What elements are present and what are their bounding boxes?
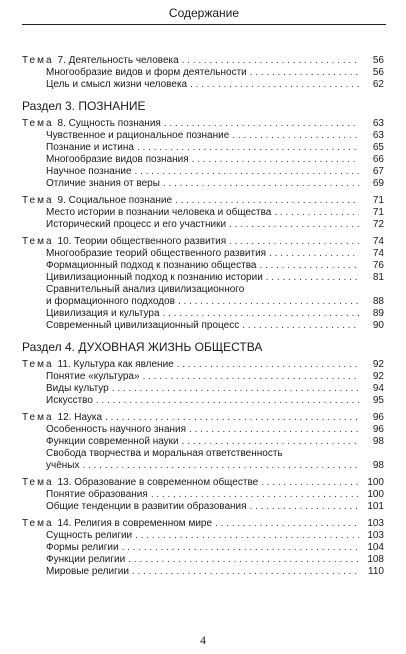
topic-number: 13. bbox=[57, 477, 72, 488]
entry-text: Многообразие видов и форм деятельности bbox=[46, 67, 247, 78]
entry-text bbox=[22, 55, 179, 67]
topic-title: Образование в современном обществе bbox=[74, 477, 259, 488]
page-ref: 56 bbox=[372, 55, 384, 66]
toc-topic-entry[interactable] bbox=[22, 412, 384, 424]
toc-subentry[interactable] bbox=[22, 142, 384, 154]
entry-text: Многообразие видов познания bbox=[46, 154, 189, 165]
entry-text bbox=[22, 477, 258, 489]
dot-leader bbox=[178, 296, 359, 308]
toc-subentry[interactable] bbox=[22, 260, 384, 272]
dot-leader bbox=[82, 460, 359, 472]
page-ref: 66 bbox=[372, 154, 384, 165]
page-ref: 96 bbox=[372, 412, 384, 423]
page-ref: 100 bbox=[367, 489, 384, 500]
entry-text: Понятие «культура» bbox=[46, 371, 140, 382]
topic-word: Тема bbox=[22, 359, 54, 370]
page-ref: 56 bbox=[372, 67, 384, 78]
entry-text: Цель и смысл жизни человека bbox=[46, 79, 188, 90]
entry-text: Свобода творчества и моральная ответственность bbox=[46, 448, 283, 459]
toc-subentry[interactable] bbox=[22, 248, 384, 260]
toc-subentry[interactable] bbox=[22, 166, 384, 178]
toc-subentry[interactable] bbox=[22, 320, 384, 332]
dot-leader bbox=[105, 412, 359, 424]
topic-number: 8. bbox=[57, 118, 66, 129]
entry-text: Мировые религии bbox=[46, 566, 129, 577]
dot-leader bbox=[122, 542, 359, 554]
entry-text: Чувственное и рациональное познание bbox=[46, 130, 230, 141]
toc-subentry[interactable] bbox=[22, 460, 384, 472]
topic-word: Тема bbox=[22, 412, 54, 423]
page-ref: 90 bbox=[372, 320, 384, 331]
entry-text: Научное познание bbox=[46, 166, 132, 177]
dot-leader bbox=[229, 219, 359, 231]
page-ref: 98 bbox=[372, 436, 384, 447]
dot-leader bbox=[132, 566, 359, 578]
page-ref: 76 bbox=[372, 260, 384, 271]
toc-subentry[interactable] bbox=[22, 219, 384, 231]
entry-text bbox=[22, 412, 102, 424]
toc-subentry[interactable] bbox=[22, 154, 384, 166]
dot-leader bbox=[192, 154, 359, 166]
dot-leader bbox=[112, 383, 359, 395]
entry-text: Сущность религии bbox=[46, 530, 133, 541]
topic-word: Тема bbox=[22, 518, 54, 529]
table-of-contents bbox=[22, 55, 384, 578]
toc-subentry[interactable] bbox=[22, 424, 384, 436]
toc-subentry[interactable] bbox=[22, 530, 384, 542]
page-ref: 67 bbox=[372, 166, 384, 177]
toc-subentry[interactable] bbox=[22, 395, 384, 407]
toc-topic-entry[interactable] bbox=[22, 55, 384, 67]
page-ref: 65 bbox=[372, 142, 384, 153]
topic-title: Сущность познания bbox=[68, 118, 161, 129]
dot-leader bbox=[242, 320, 359, 332]
toc-subentry[interactable] bbox=[22, 448, 384, 460]
toc-topic-entry[interactable] bbox=[22, 518, 384, 530]
page-ref: 88 bbox=[372, 296, 384, 307]
page-ref: 63 bbox=[372, 130, 384, 141]
page-ref: 110 bbox=[368, 566, 384, 577]
dot-leader bbox=[269, 248, 359, 260]
entry-text: Отличие знания от веры bbox=[46, 178, 160, 189]
dot-leader bbox=[143, 371, 359, 383]
page-number: 4 bbox=[200, 633, 206, 647]
toc-subentry[interactable] bbox=[22, 554, 384, 566]
dot-leader bbox=[177, 359, 359, 371]
toc-subentry[interactable] bbox=[22, 489, 384, 501]
topic-title: Культура как явление bbox=[73, 359, 174, 370]
page-ref: 96 bbox=[372, 424, 384, 435]
dot-leader bbox=[182, 436, 359, 448]
entry-text bbox=[22, 236, 226, 248]
entry-text: Понятие образования bbox=[46, 489, 148, 500]
dot-leader bbox=[215, 518, 359, 530]
page-ref: 89 bbox=[372, 308, 384, 319]
toc-topic-entry[interactable] bbox=[22, 118, 384, 130]
dot-leader bbox=[189, 424, 359, 436]
page-ref: 69 bbox=[372, 178, 384, 189]
page-ref: 72 bbox=[372, 219, 384, 230]
dot-leader bbox=[250, 501, 359, 513]
topic-word: Тема bbox=[22, 55, 54, 66]
toc-subentry[interactable] bbox=[22, 178, 384, 190]
dot-leader bbox=[96, 395, 359, 407]
toc-subentry[interactable] bbox=[22, 272, 384, 284]
entry-text: Формы религии bbox=[46, 542, 119, 553]
topic-word: Тема bbox=[22, 236, 54, 247]
dot-leader bbox=[261, 477, 359, 489]
entry-text: Сравнительный анализ цивилизационного bbox=[46, 284, 245, 295]
toc-subentry[interactable] bbox=[22, 383, 384, 395]
dot-leader bbox=[151, 489, 359, 501]
topic-title: Теории общественного развития bbox=[74, 236, 227, 247]
dot-leader bbox=[229, 236, 359, 248]
section-heading: Раздел 4. ДУХОВНАЯ ЖИЗНЬ ОБЩЕСТВА bbox=[22, 340, 263, 354]
dot-leader bbox=[266, 272, 359, 284]
entry-text: Общие тенденции в развитии образования bbox=[46, 501, 247, 512]
topic-number: 7. bbox=[57, 55, 66, 66]
page-ref: 92 bbox=[372, 359, 384, 370]
page-ref: 104 bbox=[367, 542, 384, 553]
entry-text bbox=[22, 118, 161, 130]
topic-word: Тема bbox=[22, 195, 54, 206]
entry-text: Познание и истина bbox=[46, 142, 134, 153]
topic-title: Наука bbox=[74, 412, 103, 423]
toc-topic-entry[interactable] bbox=[22, 195, 384, 207]
topic-number: 12. bbox=[57, 412, 72, 423]
entry-text: Современный цивилизационный процесс bbox=[46, 320, 240, 331]
toc-topic-entry[interactable] bbox=[22, 359, 384, 371]
dot-leader bbox=[137, 142, 359, 154]
page-ref: 71 bbox=[372, 207, 384, 218]
dot-leader bbox=[259, 260, 359, 272]
entry-text: Функции современной науки bbox=[46, 436, 179, 447]
topic-title: Деятельность человека bbox=[68, 55, 179, 66]
toc-subentry[interactable] bbox=[22, 79, 384, 91]
topic-word: Тема bbox=[22, 477, 54, 488]
page-ref: 108 bbox=[367, 554, 384, 565]
page-ref: 63 bbox=[372, 118, 384, 129]
toc-subentry[interactable] bbox=[22, 284, 384, 296]
dot-leader bbox=[135, 530, 359, 542]
entry-text bbox=[22, 195, 172, 207]
entry-text: Формационный подход к познанию общества bbox=[46, 260, 257, 271]
entry-text: Многообразие теорий общественного развития bbox=[46, 248, 267, 259]
page-ref: 74 bbox=[372, 248, 384, 259]
entry-text: Цивилизация и культура bbox=[46, 308, 160, 319]
dot-leader bbox=[274, 207, 359, 219]
topic-word: Тема bbox=[22, 118, 54, 129]
page-ref: 103 bbox=[367, 518, 384, 529]
toc-subentry[interactable] bbox=[22, 501, 384, 513]
section-heading: Раздел 3. ПОЗНАНИЕ bbox=[22, 99, 146, 113]
entry-text: Особенность научного знания bbox=[46, 424, 187, 435]
dot-leader bbox=[250, 67, 359, 79]
dot-leader bbox=[182, 55, 359, 67]
toc-subentry[interactable] bbox=[22, 542, 384, 554]
entry-text: учёных bbox=[46, 460, 80, 471]
page-ref: 71 bbox=[372, 195, 384, 206]
toc-subentry[interactable] bbox=[22, 371, 384, 383]
entry-text: Искусство bbox=[46, 395, 93, 406]
page-ref: 100 bbox=[367, 477, 384, 488]
entry-text bbox=[22, 518, 212, 530]
toc-subentry[interactable] bbox=[22, 308, 384, 320]
entry-text: Цивилизационный подход к познанию истории bbox=[46, 272, 263, 283]
topic-number: 10. bbox=[57, 236, 72, 247]
dot-leader bbox=[175, 195, 359, 207]
toc-subentry[interactable] bbox=[22, 67, 384, 79]
dot-leader bbox=[164, 118, 359, 130]
page-ref: 95 bbox=[372, 395, 384, 406]
page-ref: 92 bbox=[372, 371, 384, 382]
dot-leader bbox=[163, 178, 359, 190]
topic-title: Социальное познание bbox=[68, 195, 173, 206]
entry-text bbox=[22, 359, 174, 371]
dot-leader bbox=[232, 130, 359, 142]
toc-topic-entry[interactable] bbox=[22, 477, 384, 489]
topic-title: Религия в современном мире bbox=[74, 518, 213, 529]
topic-number: 11. bbox=[57, 359, 71, 370]
dot-leader bbox=[190, 79, 359, 91]
entry-text: Функции религии bbox=[46, 554, 126, 565]
page-ref: 81 bbox=[372, 272, 384, 283]
toc-subentry[interactable] bbox=[22, 130, 384, 142]
page-ref: 74 bbox=[372, 236, 384, 247]
toc-subentry[interactable] bbox=[22, 207, 384, 219]
toc-subentry[interactable] bbox=[22, 296, 384, 308]
entry-text: и формационного подходов bbox=[46, 296, 175, 307]
entry-text: Исторический процесс и его участники bbox=[46, 219, 227, 230]
page-ref: 94 bbox=[372, 383, 384, 394]
toc-subentry[interactable] bbox=[22, 566, 384, 578]
entry-text: Виды культур bbox=[46, 383, 109, 394]
page-header bbox=[22, 4, 386, 25]
toc-subentry[interactable] bbox=[22, 436, 384, 448]
toc-topic-entry[interactable] bbox=[22, 236, 384, 248]
topic-number: 9. bbox=[57, 195, 66, 206]
page-ref: 98 bbox=[372, 460, 384, 471]
dot-leader bbox=[163, 308, 359, 320]
page-ref: 103 bbox=[367, 530, 384, 541]
page-ref: 62 bbox=[372, 79, 384, 90]
dot-leader bbox=[135, 166, 359, 178]
topic-number: 14. bbox=[57, 518, 72, 529]
page-ref: 101 bbox=[367, 501, 384, 512]
entry-text: Место истории в познании человека и общества bbox=[46, 207, 272, 218]
page-title: Содержание bbox=[168, 6, 240, 20]
dot-leader bbox=[128, 554, 359, 566]
